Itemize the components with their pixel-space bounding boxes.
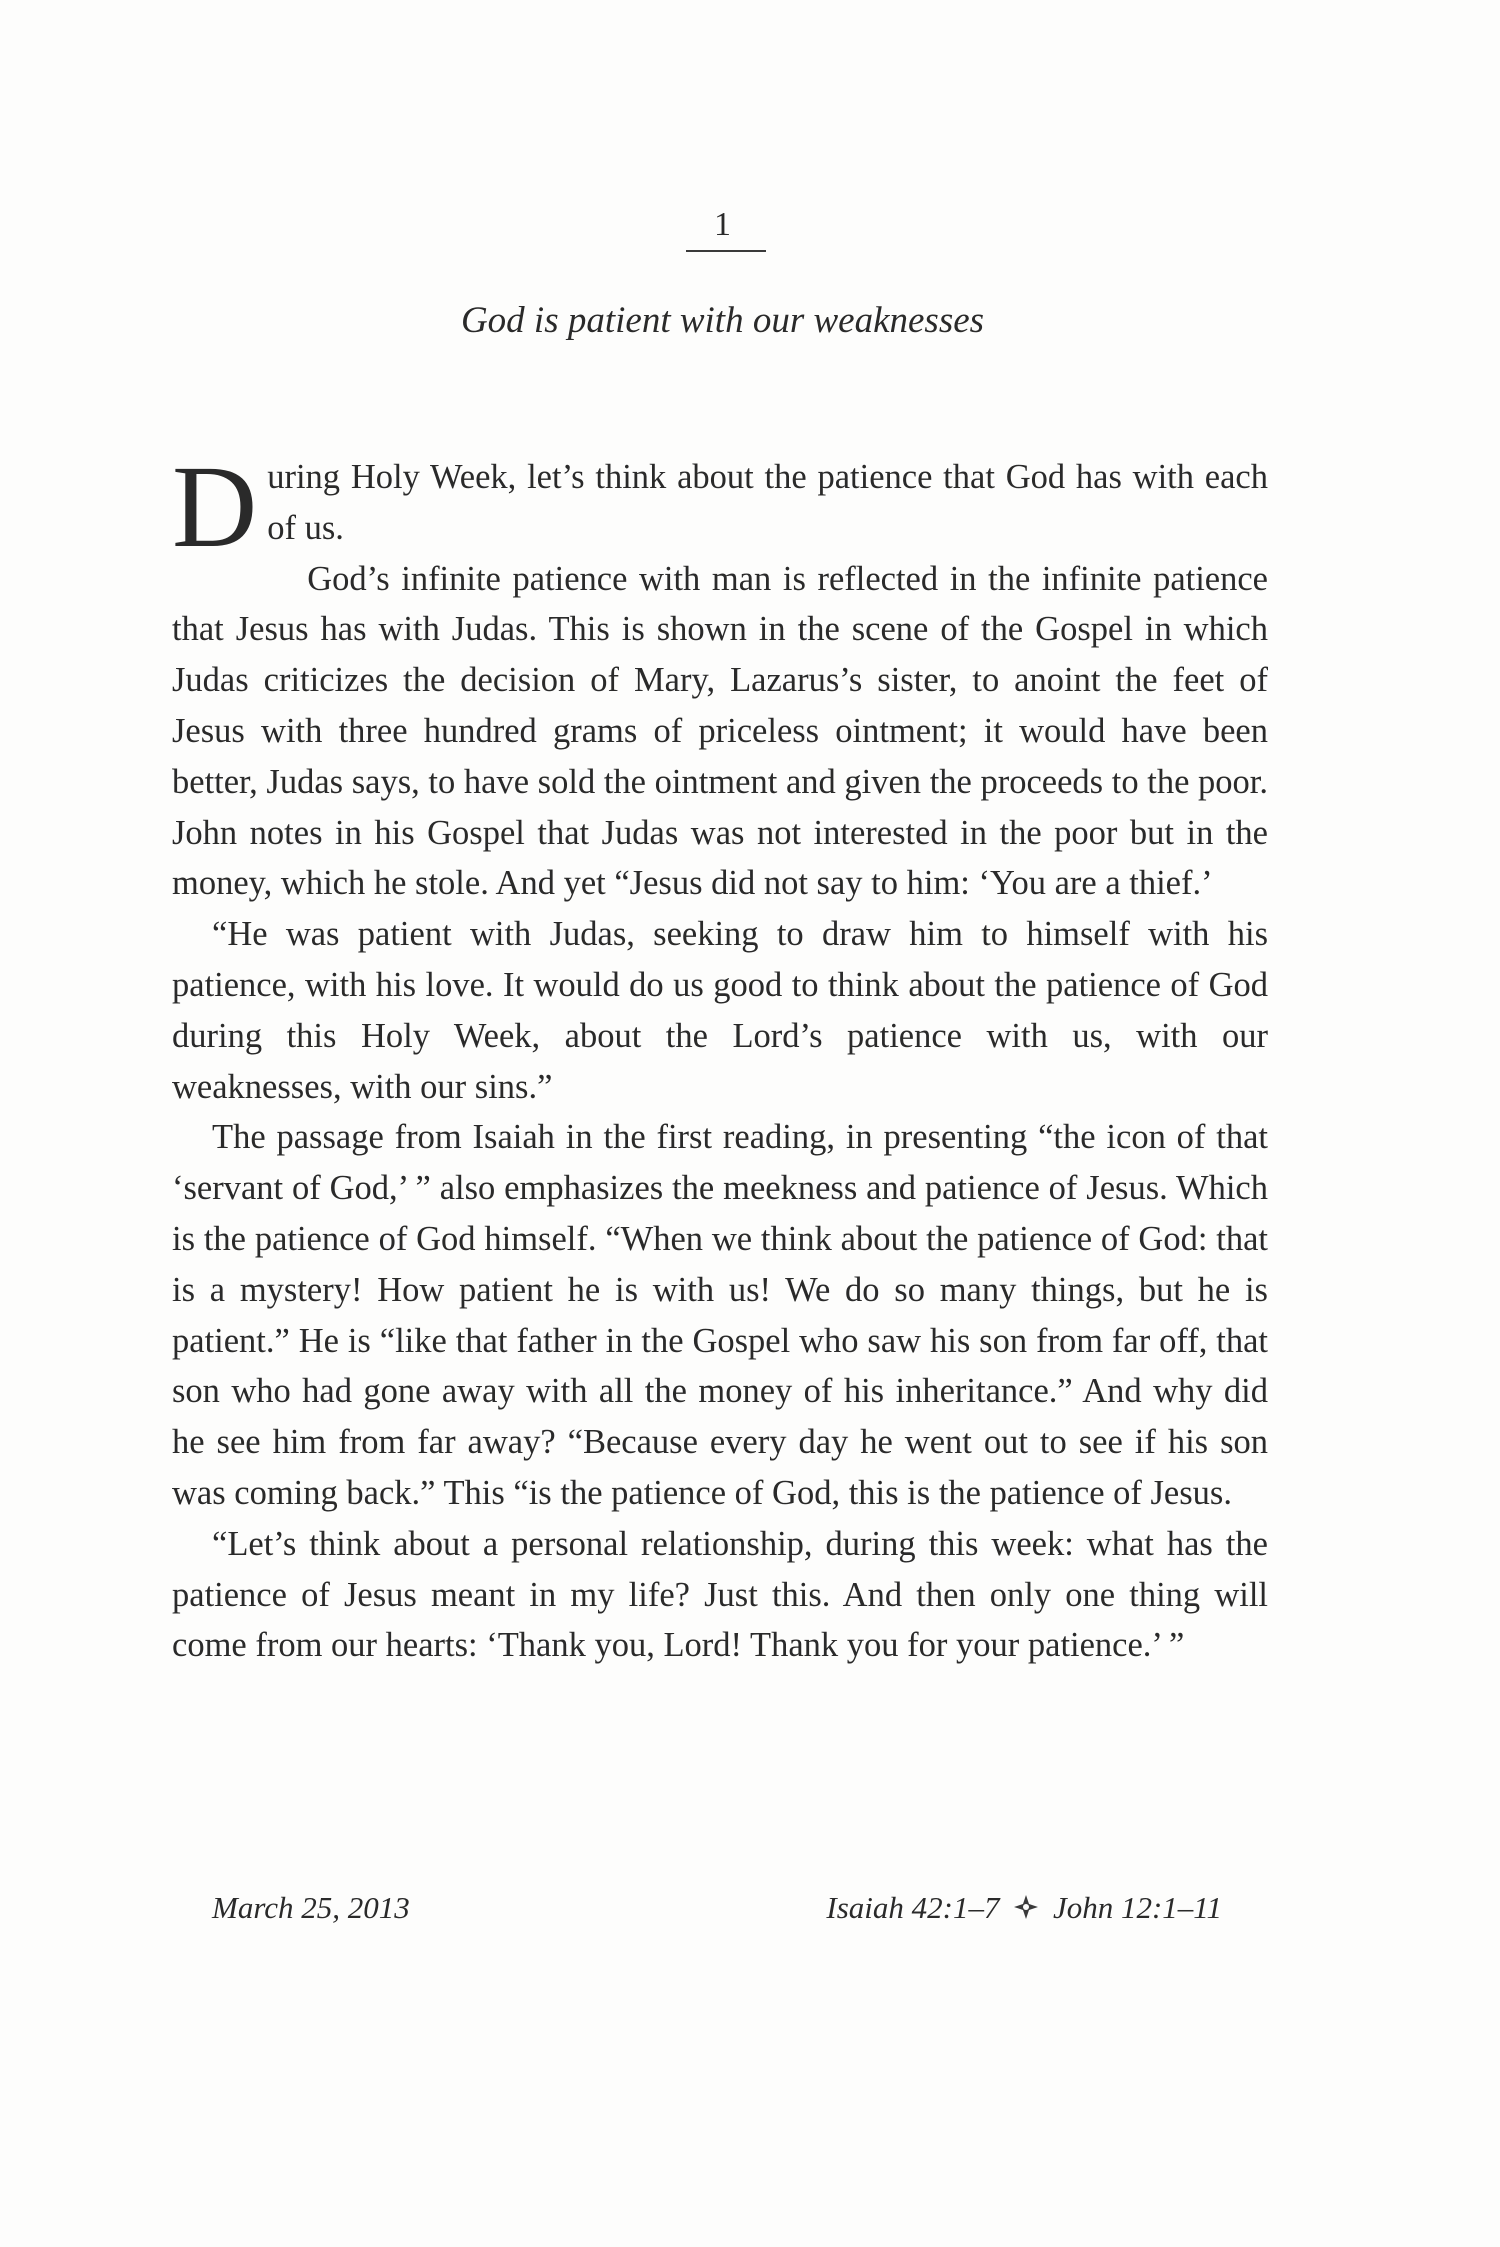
chapter-title: God is patient with our weaknesses (460, 300, 985, 341)
footer-readings (826, 1888, 1222, 1928)
footer-date: March 25, 2013 (212, 1890, 410, 1925)
reading-first: Isaiah 42:1–7 (826, 1890, 1000, 1925)
reading-gospel: John 12:1–11 (1052, 1890, 1222, 1925)
paragraph-3: “He was patient with Judas, seeking to draw him to himself with his patience, with his love. It would do us good to think about the patience of God during this Holy Week, about the Lord’s patience with us, with our weaknesses, with our sins.” (172, 915, 1268, 1106)
cross-ornament-icon (1011, 1892, 1041, 1922)
paragraph-2: God’s infinite patience with man is reflected in the infinite patience that Jesus has with Judas. This is shown in the scene of the Gospel in which Judas criticizes the decision of Mary, Lazarus’s sister, to anoint the feet of Jesus with three hundred grams of priceless ointment; it would have been better, Judas says, to have sold the ointment and given the proceeds to the poor. John notes in his Gospel that Judas was not interested in the poor but in the money, which he stole. And yet “Jesus did not say to him: ‘You are a thief.’ (172, 559, 1268, 903)
body-text (172, 441, 1268, 1671)
paragraph-4: The passage from Isaiah in the first reading, in presenting “the icon of that ‘servant of God,’ ” also emphasizes the meekness and patience of Jesus. Which is the patience of God himself. “When we think about the patience of God: that is a mystery! How patient he is with us! We do so many things, but he is patient.” He is “like that father in the Gospel who saw his son from far off, that son who had gone away with all the money of his inheritance.” And why did he see him from far away? “Because every day he went out to see if his son was coming back.” This “is the patience of God, this is the patience of Jesus. (172, 1118, 1268, 1512)
drop-cap: D (172, 441, 258, 572)
chapter-number-rule (686, 250, 766, 252)
paragraph-1-text: uring Holy Week, let’s think about the patience that God has with each of us. (267, 458, 1268, 547)
chapter-number: 1 (714, 206, 731, 243)
paragraph-5: “Let’s think about a personal relationship, during this week: what has the patience of Jesus meant in my life? Just this. And then only one thing will come from our hearts: ‘Thank you, Lord! Thank you for your patience.’ ” (172, 1524, 1268, 1665)
paragraph-1 (172, 441, 1268, 572)
